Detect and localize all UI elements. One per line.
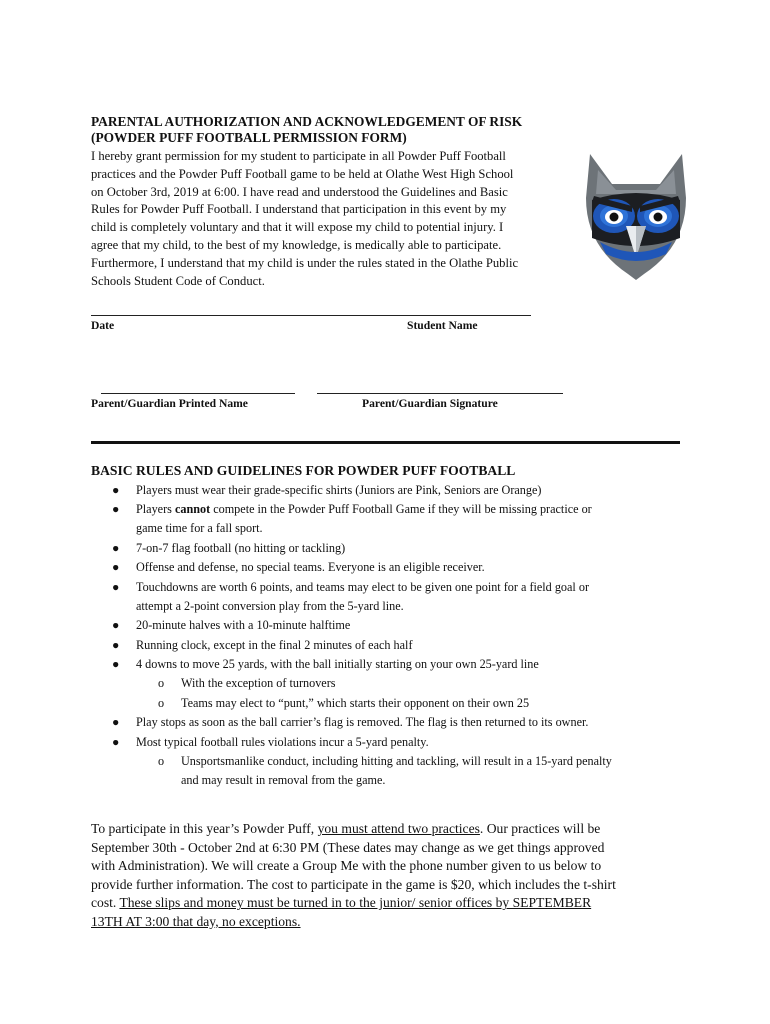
closing-emphasis: 13TH AT 3:00 that day, no exceptions.: [91, 913, 301, 929]
closing-text: cost.: [91, 895, 120, 911]
closing-line: [91, 820, 671, 839]
rule-subitem: With the exception of turnovers: [181, 676, 336, 690]
rule-item: Touchdowns are worth 6 points, and teams may elect to be given one point for a field goal or: [136, 580, 590, 594]
closing-line: [91, 913, 671, 932]
rule-item: Running clock, except in the final 2 minutes of each half: [136, 638, 413, 652]
bullet-icon: ●: [112, 618, 120, 632]
bullet-icon: ●: [112, 580, 120, 594]
rule-item: 7-on-7 flag football (no hitting or tackling): [136, 541, 346, 555]
form-subtitle: (POWDER PUFF FOOTBALL PERMISSION FORM): [91, 130, 407, 145]
student-name-label: Student Name: [407, 319, 478, 332]
rule-text: compete in the Powder Puff Football Game if they will be missing practice or: [210, 502, 592, 516]
rule-subitem: Teams may elect to “punt,” which starts their opponent on their own 25: [181, 696, 530, 710]
closing-emphasis: These slips and money must be turned in to the junior/ senior offices by SEPTEMBER: [119, 895, 592, 911]
rule-subitem: Unsportsmanlike conduct, including hitting and tackling, will result in a 15-yard penalty: [181, 754, 612, 768]
bullet-icon: ●: [112, 657, 120, 671]
rule-item: Offense and defense, no special teams. Everyone is an eligible receiver.: [136, 560, 485, 574]
rules-heading: BASIC RULES AND GUIDELINES FOR POWDER PUFF FOOTBALL: [91, 463, 516, 478]
guardian-signature-line[interactable]: [317, 393, 563, 394]
bullet-icon: ●: [112, 715, 120, 729]
guardian-signature-label: Parent/Guardian Signature: [362, 397, 498, 410]
paragraph-line: Rules for Powder Puff Football. I understand that participation in this event by my: [91, 202, 507, 217]
guardian-printed-name-label: Parent/Guardian Printed Name: [91, 397, 248, 410]
rule-item-continuation: attempt a 2-point conversion play from the 5-yard line.: [136, 599, 404, 613]
closing-line: with Administration). We will create a Group Me with the phone number given to us below to: [91, 858, 602, 874]
guardian-printed-name-line[interactable]: [101, 393, 295, 394]
paragraph-line: child is completely voluntary and that it will expose my child to potential injury. I: [91, 220, 504, 235]
section-divider: [91, 441, 680, 444]
paragraph-line: Schools Student Code of Conduct.: [91, 273, 265, 288]
bullet-icon: ●: [112, 502, 120, 516]
form-title: PARENTAL AUTHORIZATION AND ACKNOWLEDGEMENT OF RISK: [91, 114, 523, 129]
closing-line: September 30th - October 2nd at 6:30 PM (These dates may change as we get things approved: [91, 839, 605, 855]
paragraph-line: Furthermore, I understand that my child is under the rules stated in the Olathe Public: [91, 255, 519, 270]
bullet-icon: ●: [112, 483, 120, 497]
closing-line: provide further information. The cost to participate in the game is $20, which includes the t-shirt: [91, 876, 616, 892]
rule-item: 4 downs to move 25 yards, with the ball initially starting on your own 25-yard line: [136, 657, 539, 671]
rule-item: [136, 501, 592, 517]
paragraph-line: agree that my child, to the best of my knowledge, is medically able to participate.: [91, 237, 502, 252]
sub-bullet-icon: o: [158, 696, 165, 710]
rule-text: Players: [136, 502, 175, 516]
bullet-icon: ●: [112, 735, 120, 749]
rule-item: Most typical football rules violations incur a 5-yard penalty.: [136, 735, 429, 749]
rule-item: 20-minute halves with a 10-minute halftime: [136, 618, 351, 632]
closing-line: [91, 894, 671, 913]
sub-bullet-icon: o: [158, 754, 165, 768]
rule-emphasis: cannot: [174, 502, 211, 516]
closing-text: To participate in this year’s Powder Puff,: [91, 821, 318, 836]
date-student-signature-line[interactable]: [91, 315, 531, 316]
paragraph-line: I hereby grant permission for my student to participate in all Powder Puff Football: [91, 149, 506, 163]
sub-bullet-icon: o: [158, 676, 165, 690]
bullet-icon: ●: [112, 560, 120, 574]
closing-emphasis: you must attend two practices: [317, 821, 480, 836]
rule-item: Play stops as soon as the ball carrier’s flag is removed. The flag is then returned to its owner.: [136, 715, 589, 729]
closing-text: . Our practices will be: [479, 821, 601, 836]
rule-item-continuation: game time for a fall sport.: [136, 521, 263, 535]
date-label: Date: [91, 319, 115, 332]
authorization-paragraph: [91, 148, 571, 290]
closing-paragraph: [91, 820, 671, 932]
rule-subitem-continuation: and may result in removal from the game.: [181, 773, 386, 787]
owl-mascot-icon: [582, 150, 690, 280]
bullet-icon: ●: [112, 638, 120, 652]
paragraph-line: practices and the Powder Puff Football game to be held at Olathe West High School: [91, 166, 514, 181]
paragraph-line: on October 3rd, 2019 at 6:00. I have read and understood the Guidelines and Basic: [91, 184, 508, 199]
rule-item: Players must wear their grade-specific shirts (Juniors are Pink, Seniors are Orange): [136, 483, 542, 497]
bullet-icon: ●: [112, 541, 120, 555]
